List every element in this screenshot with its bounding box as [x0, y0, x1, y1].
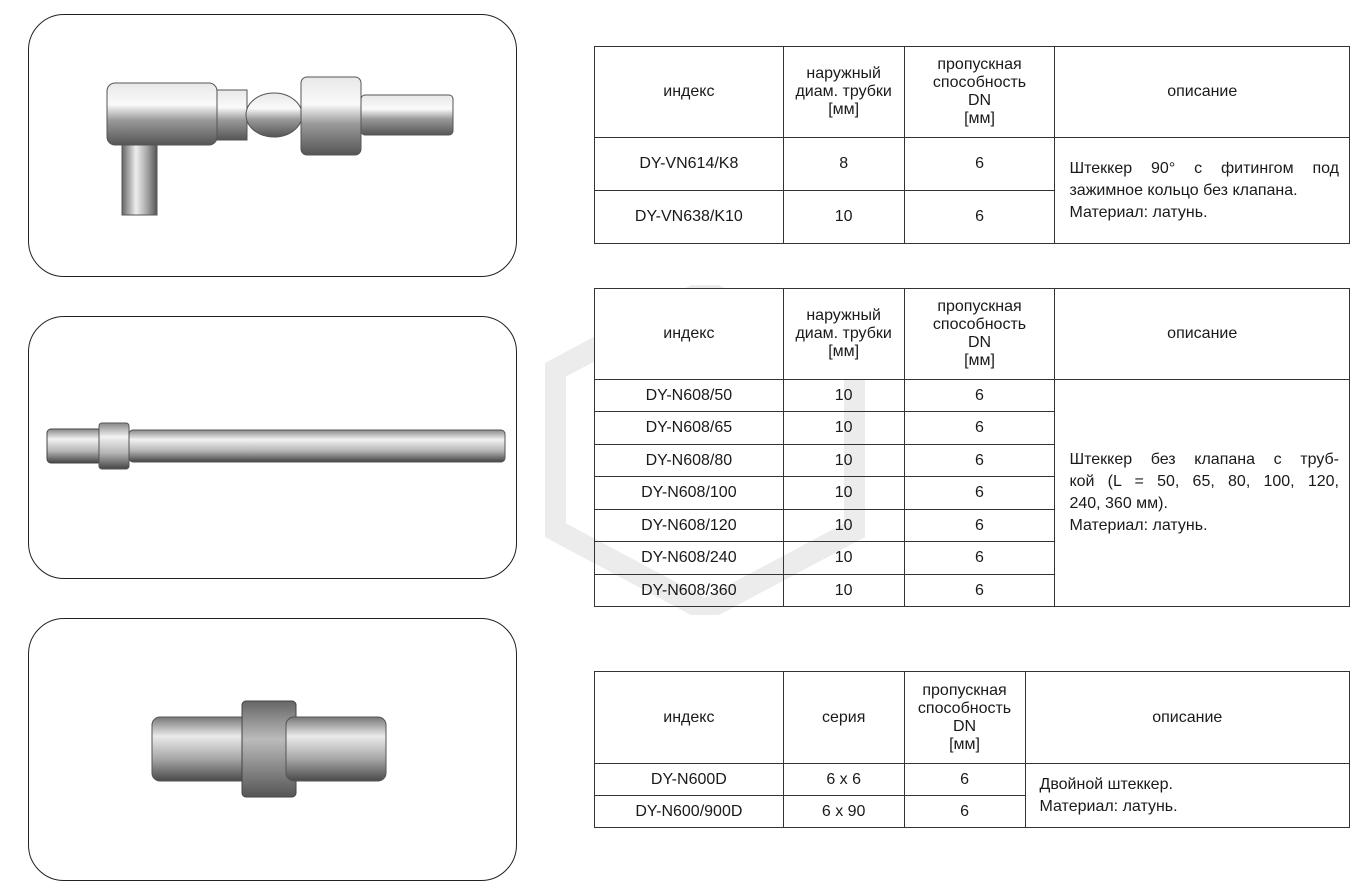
table-row	[595, 764, 1350, 796]
header-series: серия	[783, 672, 904, 764]
cell-dn: 6	[904, 138, 1055, 191]
cell-dn: 6	[904, 796, 1025, 828]
description-line: Материал: латунь.	[1039, 797, 1178, 815]
header-tube-diameter	[783, 47, 904, 138]
product-image-double-plug	[28, 618, 517, 881]
header-line: диам. трубки	[795, 325, 892, 342]
cell-diameter: 10	[783, 575, 904, 607]
cell-series: 6 x 6	[783, 764, 904, 796]
cell-diameter: 10	[783, 191, 904, 244]
header-flow-capacity	[904, 289, 1055, 380]
header-line: [мм]	[828, 101, 860, 118]
header-line: диам. трубки	[795, 83, 892, 100]
cell-diameter: 10	[783, 380, 904, 412]
header-line: пропускная	[937, 56, 1022, 73]
cell-description	[1055, 380, 1350, 607]
header-line: [мм]	[949, 735, 980, 753]
cell-description	[1025, 764, 1350, 828]
cell-description	[1055, 138, 1350, 244]
spec-table-1	[594, 46, 1350, 244]
product-image-tube-plug	[28, 316, 517, 579]
header-index: индекс	[595, 47, 784, 138]
cell-dn: 6	[904, 412, 1055, 445]
header-line: пропускная	[922, 681, 1007, 699]
header-line: способность	[932, 74, 1027, 91]
header-description: описание	[1055, 289, 1350, 380]
description-line: Материал: латунь.	[1069, 203, 1208, 221]
cell-index: DY-N608/50	[595, 380, 784, 412]
header-line: [мм]	[964, 110, 995, 127]
product-image-elbow	[28, 14, 517, 277]
description-line: 240, 360 мм).	[1069, 495, 1168, 512]
cell-series: 6 x 90	[783, 796, 904, 828]
header-flow-capacity	[904, 47, 1055, 138]
header-line: DN	[967, 92, 992, 109]
cell-dn: 6	[904, 477, 1055, 510]
description-line: Двойной штеккер.	[1039, 775, 1173, 793]
header-description: описание	[1025, 672, 1350, 764]
cell-index: DY-N608/80	[595, 445, 784, 477]
header-line: DN	[952, 717, 977, 735]
spec-table-2	[594, 288, 1350, 607]
spec-table-3	[594, 671, 1350, 828]
header-line: способность	[917, 699, 1012, 717]
header-line: DN	[967, 334, 992, 351]
cell-index: DY-N608/100	[595, 477, 784, 510]
cell-dn: 6	[904, 575, 1055, 607]
cell-dn: 6	[904, 542, 1055, 575]
cell-diameter: 10	[783, 477, 904, 510]
cell-index: DY-VN638/K10	[595, 191, 784, 244]
description-line: Штеккер без клапана с труб-	[1069, 451, 1339, 468]
table-row	[595, 380, 1350, 412]
cell-index: DY-N608/120	[595, 510, 784, 542]
cell-index: DY-N608/65	[595, 412, 784, 445]
cell-diameter: 10	[783, 445, 904, 477]
table-row	[595, 138, 1350, 191]
header-flow-capacity	[904, 672, 1025, 764]
cell-dn: 6	[904, 510, 1055, 542]
header-index: индекс	[595, 672, 784, 764]
cell-dn: 6	[904, 380, 1055, 412]
header-line: наружный	[806, 65, 881, 82]
header-line: наружный	[806, 307, 881, 324]
cell-diameter: 8	[783, 138, 904, 191]
cell-diameter: 10	[783, 542, 904, 575]
cell-index: DY-N600/900D	[595, 796, 784, 828]
table-header-row	[595, 289, 1350, 380]
cell-dn: 6	[904, 191, 1055, 244]
cell-dn: 6	[904, 764, 1025, 796]
description-line: кой (L = 50, 65, 80, 100, 120,	[1069, 473, 1339, 490]
cell-index: DY-VN614/K8	[595, 138, 784, 191]
header-description: описание	[1055, 47, 1350, 138]
cell-diameter: 10	[783, 412, 904, 445]
header-line: способность	[932, 316, 1027, 333]
cell-index: DY-N600D	[595, 764, 784, 796]
cell-index: DY-N608/240	[595, 542, 784, 575]
description-line: Материал: латунь.	[1069, 517, 1208, 534]
header-tube-diameter	[783, 289, 904, 380]
header-line: [мм]	[828, 343, 860, 360]
table-header-row	[595, 672, 1350, 764]
tube-plug-photo	[29, 317, 517, 579]
table-header-row	[595, 47, 1350, 138]
description-line: зажимное кольцо без клапана.	[1069, 181, 1298, 199]
description-line: Штеккер 90° с фитингом под	[1069, 159, 1339, 177]
cell-dn: 6	[904, 445, 1055, 477]
cell-diameter: 10	[783, 510, 904, 542]
header-line: пропускная	[937, 298, 1022, 315]
elbow-fitting-photo	[29, 15, 517, 277]
cell-index: DY-N608/360	[595, 575, 784, 607]
header-index: индекс	[595, 289, 784, 380]
header-line: [мм]	[964, 352, 995, 369]
double-plug-photo	[29, 619, 517, 881]
